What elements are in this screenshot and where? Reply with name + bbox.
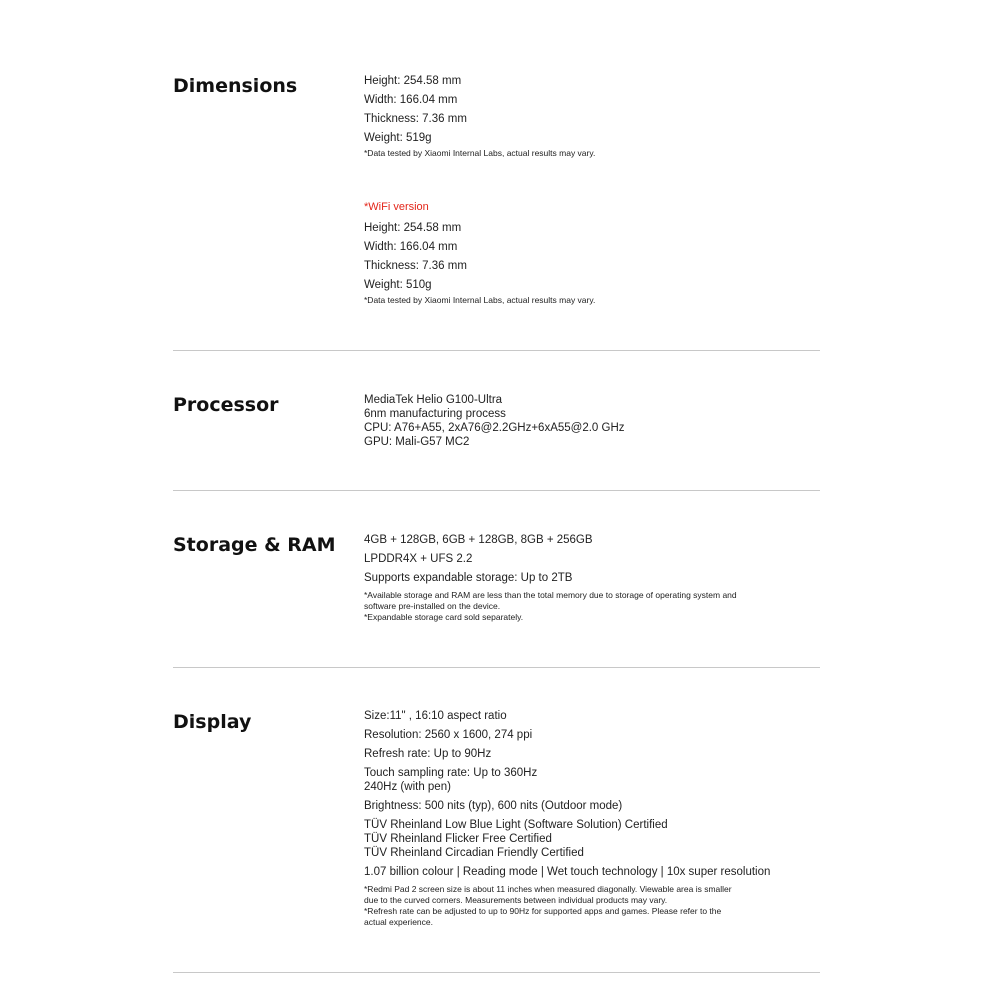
divider: [173, 490, 820, 491]
storage-heading: Storage & RAM: [173, 534, 336, 556]
weight-spec: Weight: 519g: [364, 132, 432, 144]
width-spec: Width: 166.04 mm: [364, 94, 458, 106]
chipset-spec: MediaTek Helio G100-Ultra: [364, 394, 503, 406]
storage-card-note: *Expandable storage card sold separately.: [364, 612, 524, 622]
wifi-dimensions-note: *Data tested by Xiaomi Internal Labs, actual results may vary.: [364, 295, 596, 305]
display-content: [364, 709, 804, 928]
refresh-rate-note: *Refresh rate can be adjusted to up to 90Hz for supported apps and games. Please refer to the: [364, 906, 722, 916]
storage-note: software pre-installed on the device.: [364, 601, 501, 611]
display-heading: Display: [173, 711, 252, 733]
divider: [173, 667, 820, 668]
divider: [173, 972, 820, 973]
refresh-rate-note: actual experience.: [364, 917, 433, 927]
processor-content: [364, 393, 804, 449]
pen-sampling-rate: 240Hz (with pen): [364, 781, 451, 793]
process-spec: 6nm manufacturing process: [364, 408, 506, 420]
wifi-width-spec: Width: 166.04 mm: [364, 241, 458, 253]
expandable-storage: Supports expandable storage: Up to 2TB: [364, 572, 573, 584]
screen-size-note: due to the curved corners. Measurements between individual products may vary.: [364, 895, 668, 905]
certification: TÜV Rheinland Circadian Friendly Certified: [364, 847, 584, 859]
touch-sampling-rate: Touch sampling rate: Up to 360Hz: [364, 767, 538, 779]
cpu-spec: CPU: A76+A55, 2xA76@2.2GHz+6xA55@2.0 GHz: [364, 422, 625, 434]
storage-options: 4GB + 128GB, 6GB + 128GB, 8GB + 256GB: [364, 534, 593, 546]
storage-note: *Available storage and RAM are less than the total memory due to storage of operating system and: [364, 590, 737, 600]
brightness: Brightness: 500 nits (typ), 600 nits (Outdoor mode): [364, 800, 623, 812]
wifi-version-content: [364, 200, 804, 306]
wifi-version-label: *WiFi version: [364, 201, 429, 213]
display-features: 1.07 billion colour | Reading mode | Wet touch technology | 10x super resolution: [364, 866, 771, 878]
dimensions-heading: Dimensions: [173, 75, 298, 97]
screen-size-note: *Redmi Pad 2 screen size is about 11 inches when measured diagonally. Viewable area is smaller: [364, 884, 732, 894]
dimensions-note: *Data tested by Xiaomi Internal Labs, actual results may vary.: [364, 148, 596, 158]
wifi-weight-spec: Weight: 510g: [364, 279, 432, 291]
refresh-rate: Refresh rate: Up to 90Hz: [364, 748, 492, 760]
thickness-spec: Thickness: 7.36 mm: [364, 113, 467, 125]
gpu-spec: GPU: Mali-G57 MC2: [364, 436, 470, 448]
wifi-height-spec: Height: 254.58 mm: [364, 222, 462, 234]
display-size: Size:11" , 16:10 aspect ratio: [364, 710, 507, 722]
height-spec: Height: 254.58 mm: [364, 75, 462, 87]
memory-type: LPDDR4X + UFS 2.2: [364, 553, 473, 565]
processor-heading: Processor: [173, 394, 279, 416]
certification: TÜV Rheinland Low Blue Light (Software Solution) Certified: [364, 819, 668, 831]
dimensions-content: [364, 74, 804, 159]
divider: [173, 350, 820, 351]
storage-content: [364, 533, 804, 623]
certification: TÜV Rheinland Flicker Free Certified: [364, 833, 552, 845]
wifi-thickness-spec: Thickness: 7.36 mm: [364, 260, 467, 272]
display-resolution: Resolution: 2560 x 1600, 274 ppi: [364, 729, 533, 741]
